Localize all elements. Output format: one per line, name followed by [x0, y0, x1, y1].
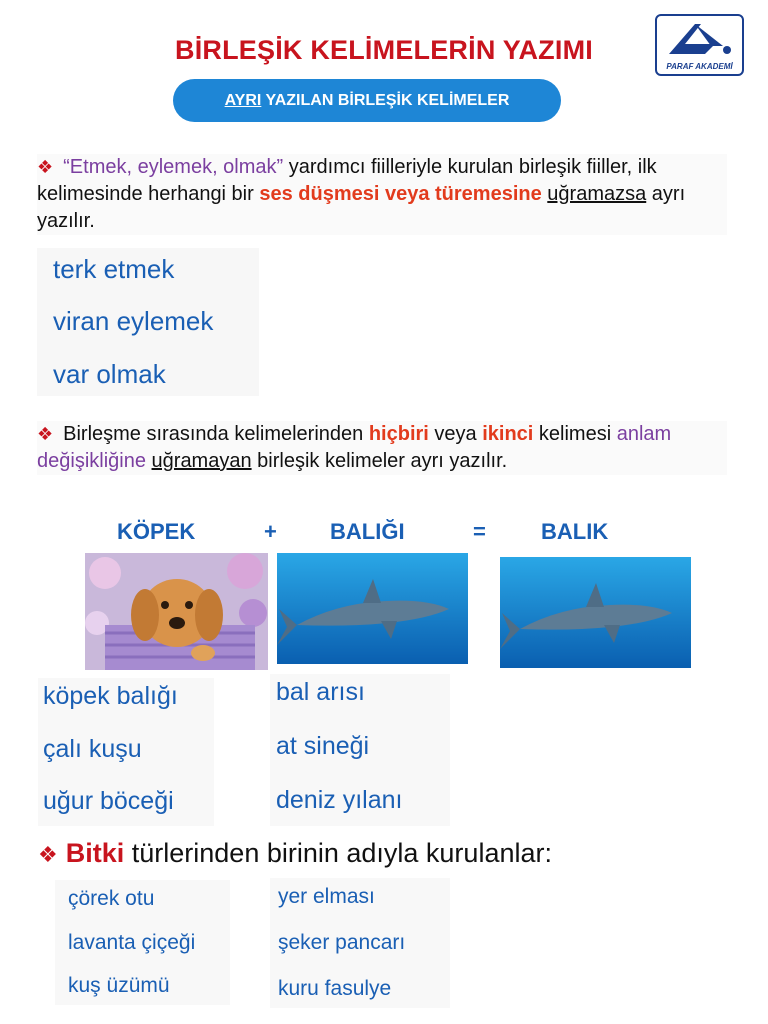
p2-highlight-1: hiçbiri: [368, 423, 429, 445]
list-item: çalı kuşu: [43, 735, 142, 763]
list-item: viran eylemek: [53, 306, 214, 336]
shark-image-2: [500, 557, 691, 668]
p1-underlined: uğramazsa: [547, 183, 647, 205]
pill-underlined: AYRI: [224, 92, 262, 109]
equation-word-2: BALIĞI: [330, 519, 405, 544]
page-title: BİRLEŞİK KELİMELERİN YAZIMI: [175, 35, 593, 65]
equation-word-1: KÖPEK: [117, 519, 196, 544]
puppy-image: [85, 553, 268, 670]
p2-purple: anlam değişikliğine: [37, 423, 672, 472]
p1-text-1: yardımcı fiilleriyle kurulan birleşik fiiller, ilk kelimesinde herhangi bir: [37, 156, 657, 205]
rule-paragraph-2: [37, 421, 727, 475]
list-item: şeker pancarı: [278, 931, 406, 954]
logo: [655, 14, 744, 76]
diamond-bullet-icon: ❖: [37, 157, 54, 177]
section-heading-pill: [173, 79, 561, 122]
list-item: bal arısı: [276, 678, 365, 706]
list-item: deniz yılanı: [276, 786, 403, 814]
p2-text-5: birleşik kelimeler ayrı yazılır.: [251, 450, 508, 472]
shark-image-1: [277, 553, 468, 664]
list-item: var olmak: [53, 359, 166, 389]
p1-text-3: ayrı yazılır.: [37, 183, 686, 232]
list-item: kuş üzümü: [68, 974, 170, 997]
list-item: at sineği: [276, 732, 370, 760]
diamond-bullet-icon: ❖: [38, 842, 58, 867]
list-item: uğur böceği: [43, 787, 174, 815]
animal-list-left: [38, 678, 214, 826]
diamond-bullet-icon: ❖: [37, 424, 54, 444]
example-list-1: [37, 248, 259, 396]
plant-heading-text: türlerinden birinin adıyla kurulanlar:: [124, 838, 552, 868]
equation-plus: +: [264, 519, 277, 544]
p2-highlight-2: ikinci: [482, 423, 534, 445]
list-item: yer elması: [278, 885, 375, 908]
p2-text-3: kelimesi: [533, 423, 617, 445]
plant-list-right: [270, 878, 450, 1008]
p2-text-2: veya: [428, 423, 483, 445]
rule-paragraph-1: [37, 154, 727, 235]
plant-list-left: [55, 880, 230, 1005]
p2-text-1: Birleşme sırasında kelimelerinden: [63, 423, 369, 445]
animal-list-right: [270, 674, 450, 826]
logo-text: PARAF AKADEMİ: [666, 62, 733, 71]
plant-heading: [38, 838, 552, 869]
list-item: kuru fasulye: [278, 977, 392, 1000]
pill-text: YAZILAN BİRLEŞİK KELİMELER: [261, 92, 510, 109]
equation-word-3: BALIK: [541, 519, 609, 544]
equation-equals: =: [473, 519, 486, 544]
p1-highlight: ses düşmesi veya türemesine: [259, 183, 542, 205]
plant-heading-highlight: Bitki: [65, 838, 125, 868]
list-item: köpek balığı: [43, 682, 178, 710]
quoted-verbs: “Etmek, eylemek, olmak”: [63, 156, 284, 178]
list-item: çörek otu: [68, 887, 155, 910]
logo-mark-icon: [665, 20, 733, 58]
list-item: terk etmek: [53, 254, 175, 284]
list-item: lavanta çiçeği: [68, 931, 196, 954]
p2-underlined: uğramayan: [151, 450, 252, 472]
